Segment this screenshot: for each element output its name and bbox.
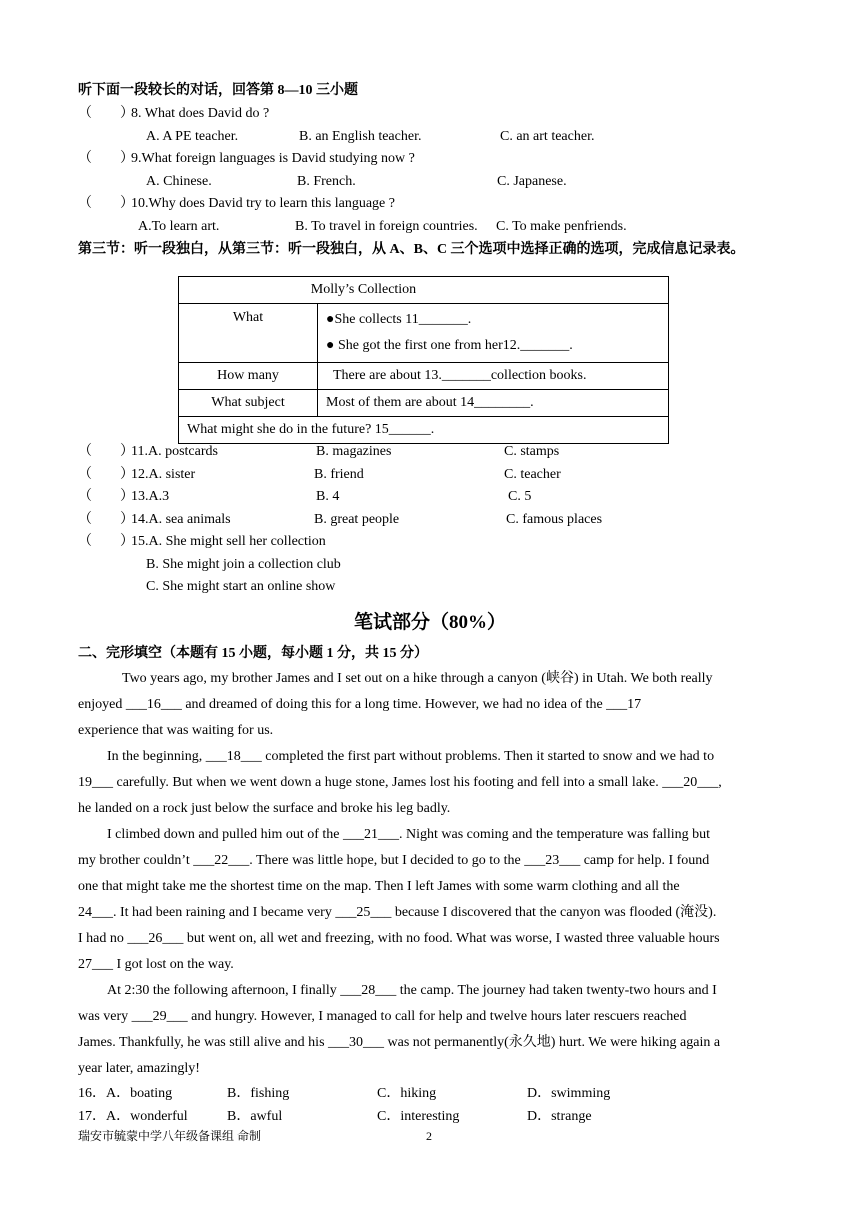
question-12-option-c: C. teacher bbox=[504, 467, 561, 482]
question-15-paren: （ ） bbox=[78, 534, 134, 549]
cloze-17-option-a: 17．A．wonderful bbox=[78, 1109, 188, 1124]
row-label-what: What bbox=[179, 304, 318, 363]
row-what-line-2: ● She got the first one from her12._______. bbox=[326, 338, 573, 353]
cloze-line-15: James. Thankfully, he was still alive and his ___30___ was not permanently(永久地) hurt. We were hiking again a bbox=[78, 1035, 721, 1050]
written-section-title: 笔试部分（80%） bbox=[353, 612, 506, 633]
question-13-option-b: B. 4 bbox=[316, 489, 340, 504]
question-12-paren: （ ） bbox=[78, 467, 134, 482]
question-8-option-c: C. an art teacher. bbox=[500, 129, 595, 144]
question-10-stem: 10.Why does David try to learn this language ? bbox=[131, 196, 395, 211]
cloze-16-option-d: D．swimming bbox=[527, 1086, 611, 1101]
cloze-16-option-a: 16．A．boating bbox=[78, 1086, 173, 1101]
cloze-line-12: 27___ I got lost on the way. bbox=[78, 957, 234, 972]
row-future: What might she do in the future? 15______. bbox=[179, 417, 669, 444]
question-9-option-c: C. Japanese. bbox=[497, 174, 567, 189]
cloze-17-option-d: D．strange bbox=[527, 1109, 592, 1124]
question-14-option-a: 14.A. sea animals bbox=[131, 512, 231, 527]
cloze-16-option-c: C．hiking bbox=[377, 1086, 437, 1101]
cloze-line-11: I had no ___26___ but went on, all wet and freezing, with no food. What was worse, I wasted three valuable hours bbox=[78, 931, 720, 946]
cloze-17-option-b: B．awful bbox=[227, 1109, 283, 1124]
page-number: 2 bbox=[426, 1129, 432, 1143]
question-9-option-a: A. Chinese. bbox=[146, 174, 212, 189]
cloze-17-option-c: C．interesting bbox=[377, 1109, 460, 1124]
question-9-paren: （ ） bbox=[78, 151, 134, 166]
row-label-how-many: How many bbox=[179, 363, 318, 390]
row-what-line-1: ●She collects 11_______. bbox=[326, 312, 472, 327]
cloze-line-1: Two years ago, my brother James and I set out on a hike through a canyon (峡谷) in Utah. We both really bbox=[122, 671, 713, 686]
question-15-option-b: B. She might join a collection club bbox=[146, 557, 341, 572]
question-10-option-c: C. To make penfriends. bbox=[496, 219, 627, 234]
cloze-line-3: experience that was waiting for us. bbox=[78, 723, 274, 738]
footer-school: 瑞安市毓蒙中学八年级备课组 命制 bbox=[78, 1129, 262, 1143]
cloze-heading: 二、完形填空（本题有 15 小题，每小题 1 分，共 15 分） bbox=[78, 646, 428, 661]
question-8-option-b: B. an English teacher. bbox=[299, 129, 422, 144]
cloze-line-16: year later, amazingly! bbox=[78, 1061, 200, 1076]
cloze-line-6: he landed on a rock just below the surface and broke his leg badly. bbox=[78, 801, 451, 816]
cloze-line-13: At 2:30 the following afternoon, I finally ___28___ the camp. The journey had taken twenty-two hours and I bbox=[107, 983, 717, 998]
cloze-line-7: I climbed down and pulled him out of the ___21___. Night was coming and the temperature was falling but bbox=[107, 827, 711, 842]
cloze-16-option-b: B．fishing bbox=[227, 1086, 290, 1101]
question-15-option-a: 15.A. She might sell her collection bbox=[131, 534, 326, 549]
cloze-line-9: one that might take me the shortest time on the map. Then I left James with some warm clothing and all the bbox=[78, 879, 680, 894]
question-9-option-b: B. French. bbox=[297, 174, 356, 189]
question-8-option-a: A. A PE teacher. bbox=[146, 129, 239, 144]
row-label-what-subject: What subject bbox=[179, 390, 318, 417]
cloze-line-10: 24___. It had been raining and I became very ___25___ because I discovered that the canyon was flooded (淹没). bbox=[78, 905, 717, 920]
question-11-option-c: C. stamps bbox=[504, 444, 560, 459]
cloze-line-14: was very ___29___ and hungry. However, I managed to call for help and twelve hours later rescuers reached bbox=[78, 1009, 687, 1024]
question-11-paren: （ ） bbox=[78, 444, 134, 459]
question-15-option-c: C. She might start an online show bbox=[146, 579, 336, 594]
question-12-option-b: B. friend bbox=[314, 467, 364, 482]
row-what-subject-line: Most of them are about 14________. bbox=[318, 390, 669, 417]
question-10-option-b: B. To travel in foreign countries. bbox=[295, 219, 478, 234]
question-10-paren: （ ） bbox=[78, 196, 134, 211]
question-13-option-c: C. 5 bbox=[508, 489, 532, 504]
question-14-option-c: C. famous places bbox=[506, 512, 603, 527]
question-8-paren: （ ） bbox=[78, 106, 134, 121]
cloze-line-4: In the beginning, ___18___ completed the first part without problems. Then it started to snow and we had to bbox=[107, 749, 715, 764]
question-13-paren: （ ） bbox=[78, 489, 134, 504]
question-12-option-a: 12.A. sister bbox=[131, 467, 196, 482]
question-11-option-b: B. magazines bbox=[316, 444, 392, 459]
section-3-heading: 第三节：听一段独白，从第三节：听一段独白，从 A、B、C 三个选项中选择正确的选项，完成信息记录表。 bbox=[78, 242, 745, 257]
question-14-option-b: B. great people bbox=[314, 512, 400, 527]
question-11-option-a: 11.A. postcards bbox=[131, 444, 218, 459]
listening-heading: 听下面一段较长的对话，回答第 8—10 三小题 bbox=[78, 83, 358, 98]
cloze-line-2: enjoyed ___16___ and dreamed of doing this for a long time. However, we had no idea of the ___17 bbox=[78, 697, 642, 712]
collection-table bbox=[178, 276, 669, 444]
question-13-option-a: 13.A.3 bbox=[131, 489, 170, 504]
row-how-many-line: There are about 13._______collection books. bbox=[318, 363, 669, 390]
question-10-option-a: A.To learn art. bbox=[138, 219, 220, 234]
question-14-paren: （ ） bbox=[78, 512, 134, 527]
cloze-line-8: my brother couldn’t ___22___. There was little hope, but I decided to go to the ___23___ camp for help. I found bbox=[78, 853, 710, 868]
collection-table-title: Molly’s Collection bbox=[179, 277, 669, 304]
cloze-line-5: 19___ carefully. But when we went down a huge stone, James lost his footing and fell into a small lake. ___20___, bbox=[78, 775, 722, 790]
question-8-stem: 8. What does David do ? bbox=[131, 106, 270, 121]
question-9-stem: 9.What foreign languages is David studying now ? bbox=[131, 151, 415, 166]
